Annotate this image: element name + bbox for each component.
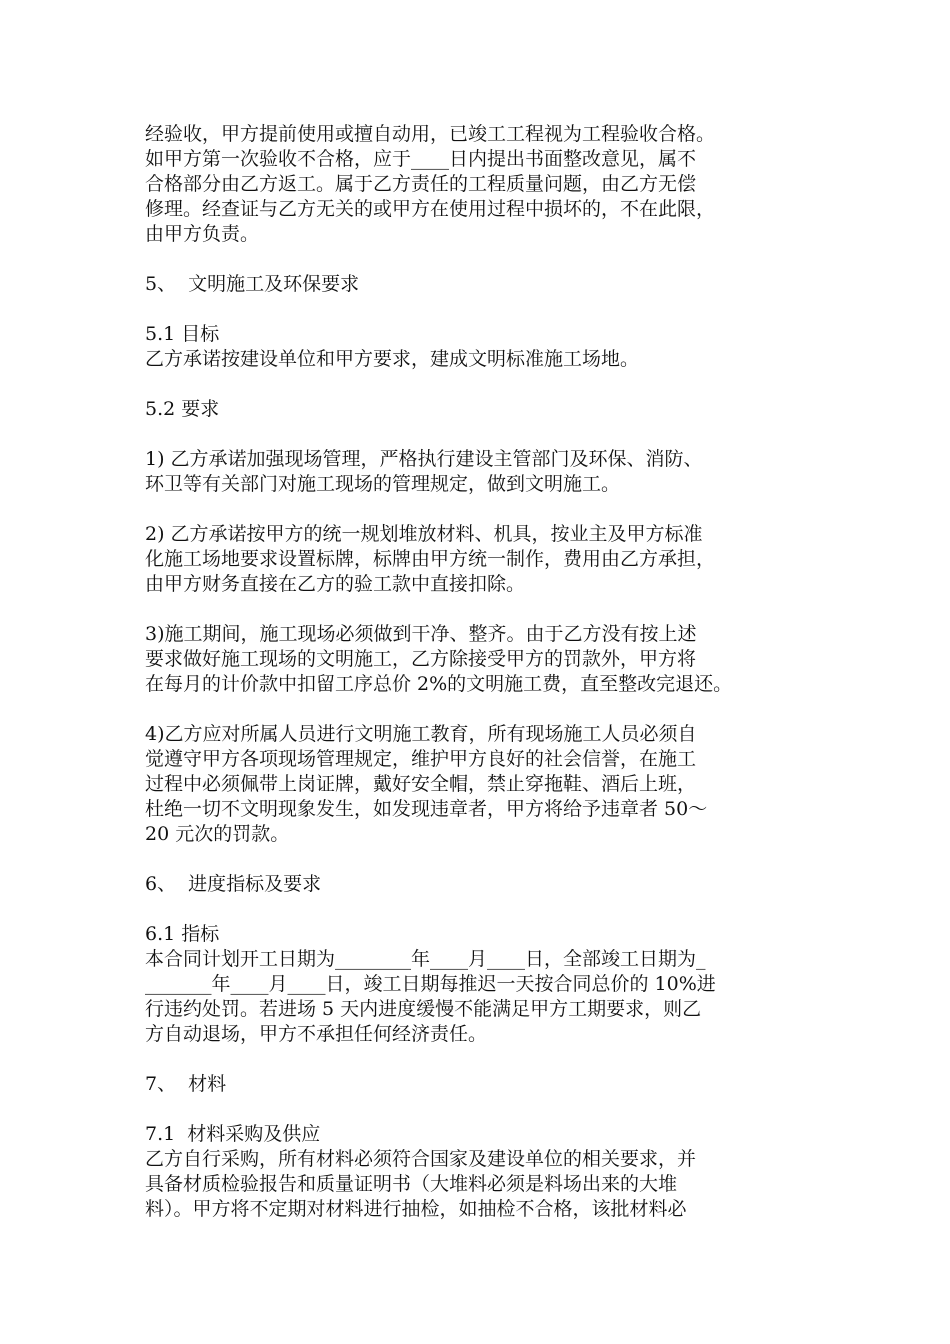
paragraph-gap xyxy=(145,847,835,872)
text-line: 过程中必须佩带上岗证牌，戴好安全帽，禁止穿拖鞋、酒后上班， xyxy=(145,773,697,795)
paragraph xyxy=(145,922,835,1047)
text-line: 行违约处罚。若进场 5 天内进度缓慢不能满足甲方工期要求，则乙 xyxy=(145,998,702,1020)
paragraph-gap xyxy=(145,297,835,322)
text-line: 合格部分由乙方返工。属于乙方责任的工程质量问题，由乙方无偿 xyxy=(145,173,697,195)
paragraph xyxy=(145,622,835,697)
paragraph xyxy=(145,522,835,597)
text-line: 7.1 材料采购及供应 xyxy=(145,1123,321,1145)
paragraph-gap xyxy=(145,1047,835,1072)
paragraph xyxy=(145,397,835,422)
paragraph xyxy=(145,722,835,847)
text-line: 化施工场地要求设置标牌，标牌由甲方统一制作，费用由乙方承担， xyxy=(145,548,716,570)
paragraph xyxy=(145,872,835,897)
text-line: 5.2 要求 xyxy=(145,398,220,420)
paragraph xyxy=(145,322,835,372)
paragraph-gap xyxy=(145,372,835,397)
text-line: 修理。经查证与乙方无关的或甲方在使用过程中损坏的，不在此限， xyxy=(145,198,716,220)
paragraph xyxy=(145,1072,835,1097)
paragraph xyxy=(145,122,835,247)
paragraph-gap xyxy=(145,597,835,622)
text-line: 5.1 目标 xyxy=(145,323,220,345)
text-line: 方自动退场，甲方不承担任何经济责任。 xyxy=(145,1023,488,1045)
text-line: 由甲方财务直接在乙方的验工款中直接扣除。 xyxy=(145,573,526,595)
text-line: 由甲方负责。 xyxy=(145,223,260,245)
text-line: 5、 文明施工及环保要求 xyxy=(145,273,360,295)
text-line: 乙方自行采购，所有材料必须符合国家及建设单位的相关要求，并 xyxy=(145,1148,697,1170)
text-line: 7、 材料 xyxy=(145,1073,227,1095)
paragraph xyxy=(145,1122,835,1222)
text-line: 在每月的计价款中扣留工序总价 2%的文明施工费，直至整改完退还。 xyxy=(145,673,733,695)
text-line: 觉遵守甲方各项现场管理规定，维护甲方良好的社会信誉，在施工 xyxy=(145,748,697,770)
paragraph-gap xyxy=(145,1097,835,1122)
text-line: 杜绝一切不文明现象发生，如发现违章者，甲方将给予违章者 50～ xyxy=(145,798,708,820)
paragraph-gap xyxy=(145,497,835,522)
paragraph xyxy=(145,447,835,497)
paragraph-gap xyxy=(145,422,835,447)
text-line: 2) 乙方承诺按甲方的统一规划堆放材料、机具，按业主及甲方标准 xyxy=(145,523,703,545)
text-line: 环卫等有关部门对施工现场的管理规定，做到文明施工。 xyxy=(145,473,621,495)
text-line: 料）。甲方将不定期对材料进行抽检，如抽检不合格，该批材料必 xyxy=(145,1198,687,1220)
text-line: 20 元次的罚款。 xyxy=(145,823,290,845)
text-line: 经验收，甲方提前使用或擅自动用，已竣工工程视为工程验收合格。 xyxy=(145,123,716,145)
paragraph xyxy=(145,272,835,297)
text-line: 4)乙方应对所属人员进行文明施工教育，所有现场施工人员必须自 xyxy=(145,723,697,745)
paragraph-gap xyxy=(145,697,835,722)
text-line: _______年____月____日，竣工日期每推迟一天按合同总价的 10%进 xyxy=(145,973,716,995)
text-line: 6.1 指标 xyxy=(145,923,220,945)
document-body xyxy=(145,122,835,1222)
text-line: 要求做好施工现场的文明施工，乙方除接受甲方的罚款外，甲方将 xyxy=(145,648,697,670)
text-line: 本合同计划开工日期为________年____月____日，全部竣工日期为_ xyxy=(145,948,706,970)
text-line: 1) 乙方承诺加强现场管理，严格执行建设主管部门及环保、消防、 xyxy=(145,448,703,470)
paragraph-gap xyxy=(145,247,835,272)
text-line: 具备材质检验报告和质量证明书（大堆料必须是料场出来的大堆 xyxy=(145,1173,678,1195)
text-line: 乙方承诺按建设单位和甲方要求，建成文明标准施工场地。 xyxy=(145,348,640,370)
text-line: 3)施工期间，施工现场必须做到干净、整齐。由于乙方没有按上述 xyxy=(145,623,697,645)
text-line: 6、 进度指标及要求 xyxy=(145,873,322,895)
text-line: 如甲方第一次验收不合格，应于____日内提出书面整改意见，属不 xyxy=(145,148,697,170)
paragraph-gap xyxy=(145,897,835,922)
